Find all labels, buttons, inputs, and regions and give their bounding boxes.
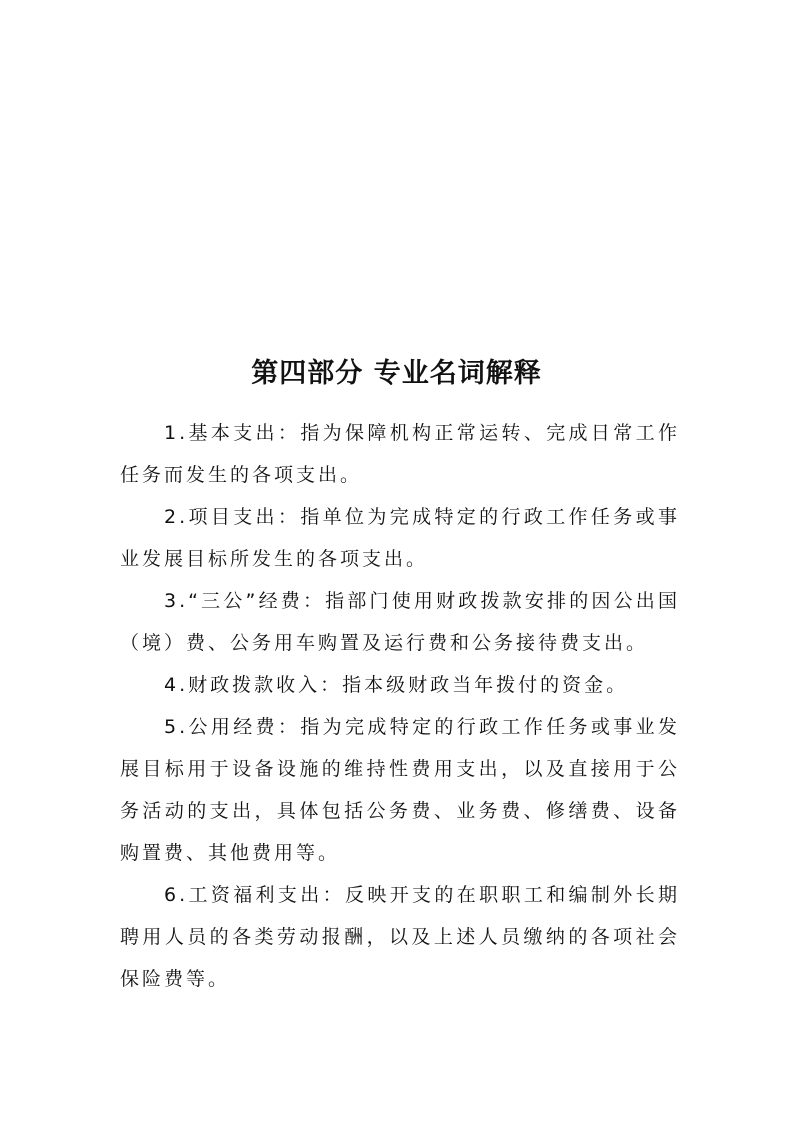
glossary-item <box>120 496 680 580</box>
page-title: 第四部分 专业名词解释 <box>251 358 542 389</box>
glossary-item <box>120 874 680 1000</box>
glossary-item <box>120 580 680 664</box>
glossary-term: 4.财政拨款收入： <box>164 674 343 696</box>
glossary-list <box>120 412 680 1000</box>
glossary-term: 5.公用经费： <box>164 716 301 738</box>
glossary-definition: 指部门使用财政拨款安排的因公出国（境）费、公务用车购置及运行费和公务接待费支出。 <box>120 590 680 654</box>
glossary-item <box>120 706 680 874</box>
glossary-definition: 指本级财政当年拨付的资金。 <box>342 674 629 696</box>
glossary-term: 1.基本支出： <box>164 422 301 444</box>
glossary-item <box>120 664 680 706</box>
glossary-definition: 指单位为完成特定的行政工作任务或事业发展目标所发生的各项支出。 <box>120 506 680 570</box>
glossary-definition: 指为保障机构正常运转、完成日常工作任务而发生的各项支出。 <box>120 422 680 486</box>
glossary-term: 3.“三公”经费： <box>164 590 326 612</box>
glossary-term: 2.项目支出： <box>164 506 301 528</box>
glossary-definition: 指为完成特定的行政工作任务或事业发展目标用于设备设施的维持性费用支出，以及直接用于公务活动的支出，具体包括公务费、业务费、修缮费、设备购置费、其他费用等。 <box>120 716 680 864</box>
glossary-definition: 反映开支的在职职工和编制外长期聘用人员的各类劳动报酬，以及上述人员缴纳的各项社会保险费等。 <box>120 884 680 990</box>
glossary-term: 6.工资福利支出： <box>164 884 345 906</box>
glossary-item <box>120 412 680 496</box>
